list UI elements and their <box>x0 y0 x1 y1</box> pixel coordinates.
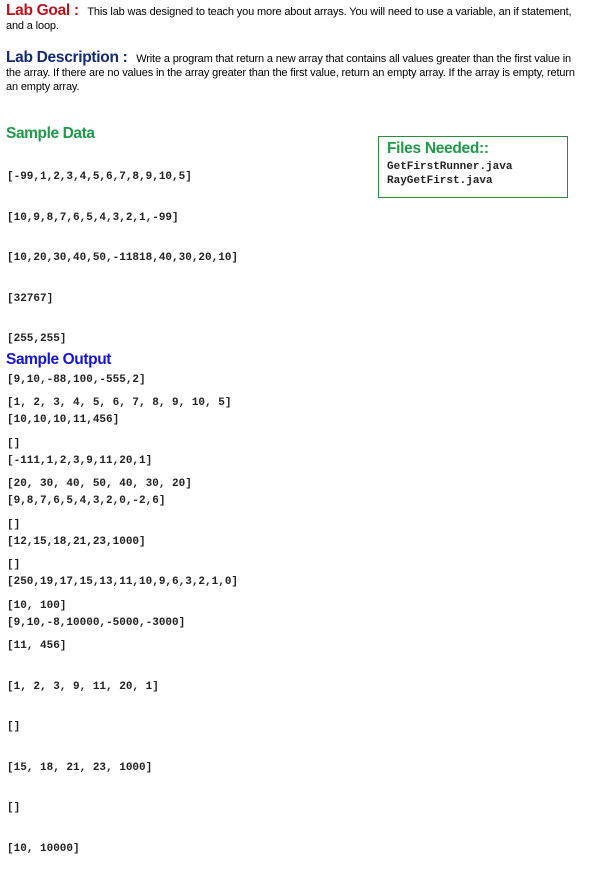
files-needed-box <box>378 136 568 198</box>
sample-data-line: [-99,1,2,3,4,5,6,7,8,9,10,5] <box>7 171 192 183</box>
sample-output-line: [] <box>7 437 21 450</box>
lab-description-label: Lab Description : <box>6 49 128 66</box>
sample-output-line: [10, 10000] <box>7 842 80 855</box>
sample-output-line: [] <box>7 721 21 733</box>
lab-goal-section <box>6 4 586 33</box>
lab-goal-text: This lab was designed to teach you more about arrays. You will need to use a variable, an if statement, and a loop. <box>6 6 572 32</box>
sample-data-line: [12,15,18,21,23,1000] <box>7 535 146 548</box>
sample-output-line: [] <box>7 518 21 531</box>
lab-goal-paragraph <box>6 4 586 33</box>
sample-output-line: [1, 2, 3, 4, 5, 6, 7, 8, 9, 10, 5] <box>7 397 232 409</box>
sample-data-line: [9,10,-88,100,-555,2] <box>7 373 146 386</box>
file-name: GetFirstRunner.java <box>387 161 513 173</box>
lab-description-section <box>6 51 586 94</box>
lab-description-paragraph <box>6 51 586 94</box>
lab-goal-label: Lab Goal : <box>6 2 79 19</box>
files-needed-heading: Files Needed:: <box>387 140 489 157</box>
sample-data-heading: Sample Data <box>6 125 95 142</box>
sample-data-line: [9,8,7,6,5,4,3,2,0,-2,6] <box>7 495 166 507</box>
sample-output-line: [11, 456] <box>7 640 67 652</box>
file-name: RayGetFirst.java <box>387 175 493 187</box>
sample-output-line: [1, 2, 3, 9, 11, 20, 1] <box>7 680 159 693</box>
files-needed-list <box>387 160 559 188</box>
sample-data-line: [32767] <box>7 292 54 305</box>
sample-output-line: [] <box>7 559 21 571</box>
sample-data-line: [10,9,8,7,6,5,4,3,2,1,-99] <box>7 211 179 224</box>
sample-data-line: [9,10,-8,10000,-5000,-3000] <box>7 616 186 629</box>
sample-data-line: [250,19,17,15,13,11,10,9,6,3,2,1,0] <box>7 576 239 588</box>
sample-output-line: [] <box>7 802 21 814</box>
sample-data-line: [-111,1,2,3,9,11,20,1] <box>7 454 153 467</box>
sample-output-line: [10, 100] <box>7 599 67 612</box>
sample-data-line: [10,20,30,40,50,-11818,40,30,20,10] <box>7 252 239 264</box>
sample-output-line: [15, 18, 21, 23, 1000] <box>7 761 153 774</box>
sample-output-heading: Sample Output <box>6 351 112 368</box>
sample-output-list <box>7 370 231 870</box>
sample-output-line: [20, 30, 40, 50, 40, 30, 20] <box>7 478 192 490</box>
lab-description-text: Write a program that return a new array that contains all values greater than the first value in the array. If there are no values in the array greater than the first value, return an empty array. If the array is empty, return an empty array. <box>6 53 575 93</box>
sample-data-line: [255,255] <box>7 333 67 345</box>
sample-data-line: [10,10,10,11,456] <box>7 414 120 426</box>
